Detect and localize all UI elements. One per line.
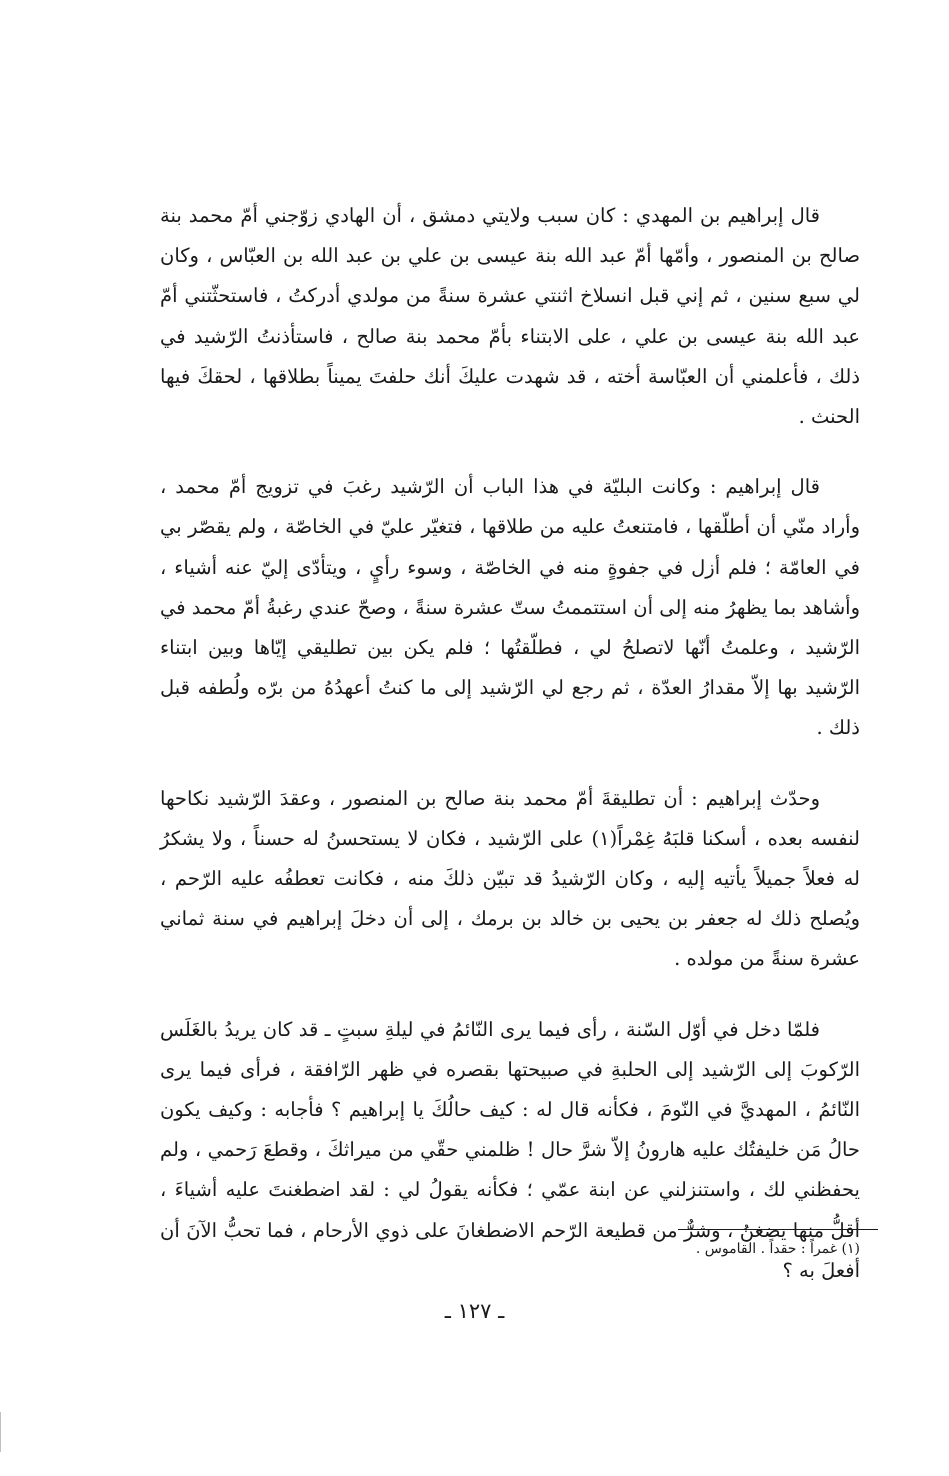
footnote: (١) غمراً : حقداً . القاموس . xyxy=(695,1241,860,1257)
paragraph-1: قال إبراهيم بن المهدي : كان سبب ولايتي دمشق ، أن الهادي زوّجني أمّ محمد بنة صالح بن المنصور ، وأمّها أمّ عبد الله بنة عيسى بن علي بن عبد الله بن العبّاس ، وكان لي سبع سنين ، ثم إني قبل انسلاخ اثنتي عشرة سنةً من مولدي أدركتُ ، فاستحثّتني أمّ عبد الله بنة عيسى بن علي ، على الابتناء بأمّ محمد بنة صالح ، فاستأذنتُ الرّشيد في ذلك ، فأعلمني أن العبّاسة أخته ، قد شهدت عليكَ أنك حلفتَ يميناً بطلاقها ، لحقكَ فيها الحنث . xyxy=(160,204,860,429)
paragraph-3: وحدّث إبراهيم : أن تطليقةَ أمّ محمد بنة صالح بن المنصور ، وعقدَ الرّشيد نكاحها لنفسه بعده ، أسكنا قلبَهُ غِمْراً(١) على الرّشيد ، فكان لا يستحسنُ له حسناً ، ولا يشكرُ له فعلاً جميلاً يأتيه إليه ، وكان الرّشيدُ قد تبيّن ذلكَ منه ، فكانت تعطفُه عليه الرّحم ، ويُصلح ذلك له جعفر بن يحيى بن خالد بن برمك ، إلى أن دخلَ إبراهيم في سنة ثماني عشرة سنةً من مولده . xyxy=(160,786,860,971)
scan-edge-mark xyxy=(0,1412,7,1452)
main-text xyxy=(160,196,860,1321)
paragraph-4: فلمّا دخل في أوّل السّنة ، رأى فيما يرى النّائمُ في ليلةِ سبتٍ ـ قد كان يريدُ بالغَلَس الرّكوبَ إلى الرّشيد إلى الحلبةِ في صبيحتها بقصره في ظهر الرّافقة ، فرأى فيما يرى النّائمُ ، المهديَّ في النّومَ ، فكأنه قال له : كيف حالُكَ يا إبراهيم ؟ فأجابه : وكيف يكون حالُ مَن خليفتُك عليه هارونُ إلاّ شرَّ حال ! ظلمني حقّي من ميراثكَ ، وقطعَ رَحمي ، ولم يحفظني لك ، واستنزلني عن ابنة عمّي ؛ فكأنه يقولُ لي : لقد اضطغنتَ عليه أشياءَ ، أقلُّ منها يضغنُ ، وشرٌّ من قطيعة الرّحم الاضطغانَ على ذوي الأرحام ، فما تحبُّ الآنَ أن أفعلَ به ؟ xyxy=(160,1017,860,1282)
paragraph-2: قال إبراهيم : وكانت البليّة في هذا الباب أن الرّشيد رغبَ في تزويج أمّ محمد ، وأراد منّي أن أطلّقها ، فامتنعتُ عليه من طلاقها ، فتغيّر عليّ في الخاصّة ، ولم يقصّر بي في العامّة ؛ فلم أزل في جفوةٍ منه في الخاصّة ، وسوء رأيٍ ، ويتأدّى إليّ عنه أشياء ، وأشاهد بما يظهرُ منه إلى أن استتممتُ ستّ عشرة سنةً ، وصحّ عندي رغبةُ أمّ محمد في الرّشيد ، وعلمتُ أنّها لاتصلحُ لي ، فطلّقتُها ؛ فلم يكن بين تطليقي إيّاها وبين ابتناء الرّشيد بها إلاّ مقدارُ العدّة ، ثم رجع لي الرّشيد إلى ما كنتُ أعهدُهُ من برّه ولُطفه قبل ذلك . xyxy=(160,475,860,740)
footnote-divider xyxy=(678,1229,878,1230)
page-number: ـ ١٢٧ ـ xyxy=(444,1299,505,1323)
